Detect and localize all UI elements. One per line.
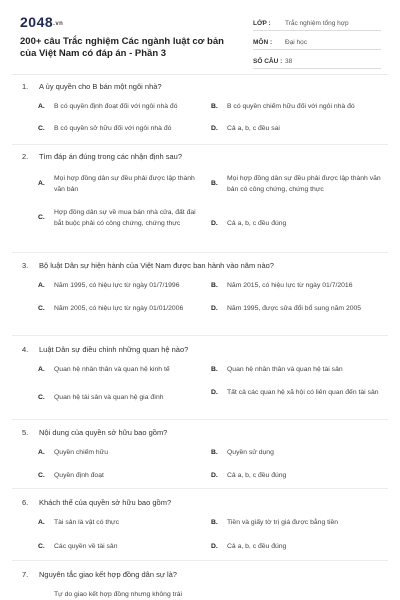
option-d[interactable] (211, 388, 381, 399)
question-heading (22, 261, 382, 271)
option-text: Tài sản là vật có thực (54, 519, 119, 526)
option-text: Mọi hợp đồng dân sự đều phải được lập thành văn bản (54, 175, 195, 193)
option-letter: B. (211, 103, 218, 110)
option-b[interactable] (211, 174, 381, 195)
meta-value: 38 (285, 58, 293, 65)
option-text: B có quyền chiếm hữu đối với ngôi nhà đó (227, 103, 355, 110)
question-text: Tìm đáp án đúng trong các nhận định sau? (39, 152, 183, 161)
option-text: Quyền chiếm hữu (54, 449, 109, 456)
option-d[interactable] (211, 471, 381, 482)
question-heading (22, 570, 382, 580)
option-a[interactable] (54, 590, 214, 600)
option-text: Mọi hợp đồng dân sự đều phải được lập thành văn bản có công chứng, chứng thực (227, 175, 381, 193)
option-text: B có quyền sở hữu đối với ngôi nhà đó (54, 125, 172, 132)
question-heading (22, 82, 382, 92)
option-text: Quyền định đoạt (54, 472, 104, 479)
question-number: 7. (22, 570, 29, 579)
option-letter: C. (38, 472, 45, 479)
option-text: Cả a, b, c đều đúng (227, 543, 287, 550)
meta-value: Đại học (285, 39, 308, 46)
option-letter: A. (38, 449, 45, 456)
logo-text: 2048 (20, 14, 54, 30)
option-letter: B. (211, 449, 218, 456)
option-letter: B. (211, 519, 218, 526)
option-text: Năm 1995, có hiệu lực từ ngày 01/7/1996 (54, 282, 180, 289)
meta-value: Trắc nghiệm tổng hợp (285, 20, 349, 27)
question-heading (22, 498, 382, 508)
option-d[interactable] (211, 304, 381, 315)
option-text: Tự do giao kết hợp đồng nhưng không trái (54, 591, 183, 598)
option-text: Tiền và giấy tờ trị giá được bằng tiền (227, 519, 339, 526)
question-heading (22, 152, 382, 162)
option-c[interactable] (38, 208, 198, 229)
option-text: Cả a, b, c đều đúng (227, 472, 287, 479)
question-number: 6. (22, 498, 29, 507)
option-text: B có quyền định đoạt đối với ngôi nhà đó (54, 103, 178, 110)
option-letter: A. (38, 366, 45, 373)
question-divider (12, 252, 388, 253)
option-a[interactable] (38, 448, 198, 459)
option-a[interactable] (38, 174, 198, 195)
option-text: Năm 2005, có hiệu lực từ ngày 01/01/2006 (54, 305, 184, 312)
option-letter: C. (38, 125, 45, 132)
question-text: Luật Dân sự điều chỉnh những quan hệ nào? (39, 345, 189, 354)
option-letter: A. (38, 103, 45, 110)
meta-key: MÔN : (253, 39, 273, 46)
option-letter: D. (211, 305, 218, 312)
option-text: Quan hệ nhân thân và quan hệ kinh tế (54, 366, 170, 373)
question-divider (12, 144, 388, 145)
meta-key: LỚP : (253, 20, 271, 27)
option-letter: A. (38, 282, 45, 289)
option-d[interactable] (211, 124, 381, 135)
option-letter: D. (211, 389, 218, 396)
option-letter: C. (38, 305, 45, 312)
option-text: Hợp đồng dân sự về mua bán nhà cửa, đất đai bắt buộc phải có công chứng, chứng thực (54, 209, 196, 227)
question-heading (22, 428, 382, 438)
option-b[interactable] (211, 518, 381, 529)
option-b[interactable] (211, 365, 381, 376)
option-c[interactable] (38, 471, 198, 482)
option-text: Quan hệ tài sản và quan hệ gia đình (54, 394, 164, 401)
option-letter: C. (38, 394, 45, 401)
option-letter: B. (211, 282, 218, 289)
question-heading (22, 345, 382, 355)
option-text: Cả a, b, c đều đúng (227, 220, 287, 227)
option-text: Quyền sử dụng (227, 449, 274, 456)
option-text: Năm 1995, được sửa đổi bổ sung năm 2005 (227, 305, 362, 312)
option-c[interactable] (38, 304, 198, 315)
question-divider (12, 488, 388, 489)
option-text: Tất cả các quan hệ xã hội có liên quan đến tài sản (227, 389, 379, 396)
question-number: 3. (22, 261, 29, 270)
option-c[interactable] (38, 542, 198, 553)
option-letter: B. (211, 366, 218, 373)
option-b[interactable] (211, 448, 381, 459)
option-letter: D. (211, 472, 218, 479)
option-c[interactable] (38, 393, 198, 404)
option-letter: B. (211, 180, 218, 188)
option-letter: C. (38, 214, 45, 222)
option-d[interactable] (211, 542, 381, 553)
question-text: Bộ luật Dân sự hiện hành của Việt Nam được ban hành vào năm nào? (39, 261, 274, 270)
question-number: 1. (22, 82, 29, 91)
meta-key: SỐ CÂU : (253, 58, 283, 65)
option-letter: D. (211, 220, 218, 227)
option-letter: A. (38, 180, 45, 188)
option-text: Năm 2015, có hiệu lực từ ngày 01/7/2016 (227, 282, 353, 289)
option-c[interactable] (38, 124, 198, 135)
question-divider (12, 560, 388, 561)
option-d[interactable] (211, 219, 381, 230)
question-divider (12, 419, 388, 420)
option-letter: C. (38, 543, 45, 550)
option-text: Các quyền về tài sản (54, 543, 118, 550)
question-text: A ủy quyền cho B bán một ngôi nhà? (39, 82, 162, 91)
question-text: Khách thể của quyền sở hữu bao gồm? (39, 498, 172, 507)
logo-suffix: .vn (53, 21, 64, 27)
question-text: Nguyên tắc giao kết hợp đồng dân sự là? (39, 570, 177, 579)
option-b[interactable] (211, 281, 381, 292)
option-a[interactable] (38, 102, 198, 113)
question-number: 5. (22, 428, 29, 437)
question-number: 2. (22, 152, 29, 161)
option-a[interactable] (38, 518, 198, 529)
option-letter: A. (38, 519, 45, 526)
option-letter: D. (211, 543, 218, 550)
option-text: Quan hệ nhân thân và quan hệ tài sản (227, 366, 343, 373)
option-a[interactable] (38, 365, 198, 376)
option-text: Cả a, b, c đều sai (227, 125, 280, 132)
option-letter: D. (211, 125, 218, 132)
question-text: Nội dung của quyền sở hữu bao gồm? (39, 428, 168, 437)
question-number: 4. (22, 345, 29, 354)
document-title: 200+ câu Trắc nghiệm Các ngành luật cơ bản của Việt Nam có đáp án - Phần 3 (20, 36, 224, 59)
option-b[interactable] (211, 102, 381, 113)
option-a[interactable] (38, 281, 198, 292)
question-divider (12, 335, 388, 336)
